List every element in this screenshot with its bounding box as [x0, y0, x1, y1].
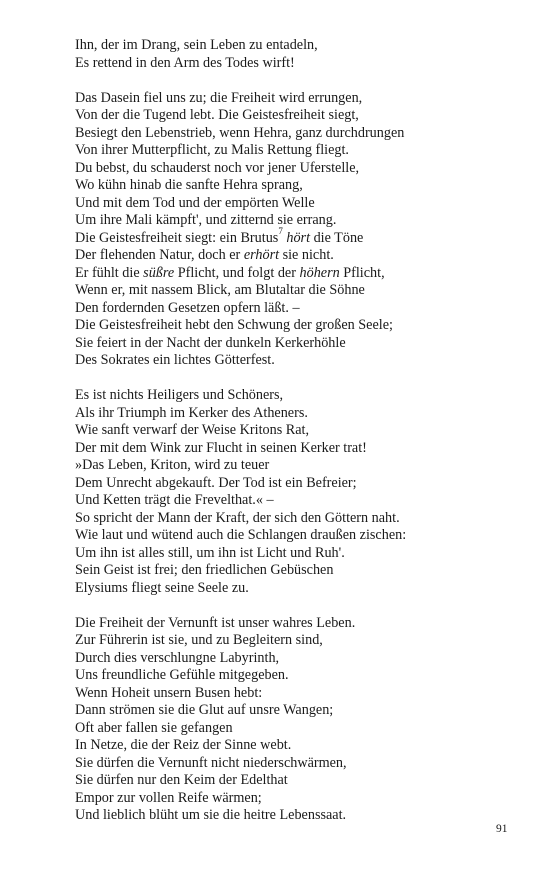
line-segment: Sie dürfen die Vernunft nicht niederschwärmen,: [75, 754, 347, 771]
line-segment: Elysiums fliegt seine Seele zu.: [75, 579, 249, 596]
poem-line: [75, 527, 515, 545]
italic-emphasis: hört: [286, 229, 311, 246]
italic-emphasis: süßre: [143, 264, 175, 281]
line-segment: Durch dies verschlungne Labyrinth,: [75, 649, 280, 666]
line-segment: Ihn, der im Drang, sein Leben zu entadeln,: [75, 37, 318, 53]
line-segment: Er fühlt die: [75, 264, 144, 281]
poem-line: [75, 352, 515, 370]
line-segment: Die Geistesfreiheit hebt den Schwung der großen Seele;: [75, 317, 393, 333]
line-segment: In Netze, die der Reiz der Sinne webt.: [75, 737, 292, 753]
line-segment: Um ihre Mali kämpft', und zitternd sie errang.: [75, 212, 337, 228]
line-segment: Sie feiert in der Nacht der dunkeln Kerkerhöhle: [75, 334, 346, 351]
italic-emphasis: höhern: [299, 264, 340, 281]
poem-line: [75, 685, 515, 703]
poem-line: [75, 265, 515, 283]
line-segment: Es ist nichts Heiligers und Schöners,: [75, 387, 284, 403]
line-segment: Das Dasein fiel uns zu; die Freiheit wird errungen,: [75, 89, 363, 106]
poem-line: [75, 37, 515, 55]
poem-line: [75, 790, 515, 808]
line-segment: Dann strömen sie die Glut auf unsre Wangen;: [75, 702, 334, 718]
poem-line: [75, 632, 515, 650]
poem-line: [75, 422, 515, 440]
line-segment: Wenn er, mit nassem Blick, am Blutaltar die Söhne: [75, 282, 365, 298]
line-segment: Um ihn ist alles still, um ihn ist Licht und Ruh'.: [75, 544, 345, 561]
poem-line: [75, 177, 515, 195]
line-segment: Wie laut und wütend auch die Schlangen draußen zischen:: [75, 527, 407, 543]
poem-line: [75, 142, 515, 160]
line-segment: Es rettend in den Arm des Todes wirft!: [75, 54, 295, 71]
poem-line: [75, 317, 515, 335]
poem-line: [75, 405, 515, 423]
italic-emphasis: erhört: [243, 247, 280, 263]
line-segment: So spricht der Mann der Kraft, der sich den Göttern naht.: [75, 509, 400, 526]
poem-line: [75, 702, 515, 720]
poem-line: [75, 247, 515, 265]
stanza: [75, 615, 515, 825]
line-segment: Als ihr Triumph im Kerker des Atheners.: [75, 404, 308, 421]
line-segment: Uns freundliche Gefühle mitgegeben.: [75, 667, 289, 683]
line-segment: Und lieblich blüht um sie die heitre Lebenssaat.: [75, 807, 347, 823]
footnote-marker: 7: [278, 225, 283, 236]
poem-line: [75, 807, 515, 825]
line-segment: Besiegt den Lebenstrieb, wenn Hehra, ganz durchdrungen: [75, 124, 405, 141]
line-segment: Zur Führerin ist sie, und zu Begleitern sind,: [75, 632, 323, 648]
poem-line: [75, 667, 515, 685]
line-segment: Sein Geist ist frei; den friedlichen Gebüschen: [75, 562, 334, 578]
poem-line: [75, 737, 515, 755]
poem-line: [75, 457, 515, 475]
poem-line: [75, 615, 515, 633]
page-number: 91: [496, 823, 508, 835]
poem-line: [75, 545, 515, 563]
line-segment: die Töne: [310, 229, 364, 246]
line-segment: Von ihrer Mutterpflicht, zu Malis Rettung fliegt.: [75, 142, 349, 158]
line-segment: Die Geistesfreiheit siegt: ein Brutus: [75, 229, 279, 246]
poem-line: [75, 562, 515, 580]
line-segment: Pflicht,: [339, 264, 385, 281]
line-segment: Der flehenden Natur, doch er: [75, 247, 244, 263]
poem-line: [75, 440, 515, 458]
line-segment: Und Ketten trägt die Frevelthat.« –: [75, 492, 274, 508]
line-segment: Den fordernden Gesetzen opfern läßt. –: [75, 299, 300, 316]
line-segment: Empor zur vollen Reife wärmen;: [75, 789, 262, 806]
line-segment: »Das Leben, Kriton, wird zu teuer: [75, 457, 270, 473]
poem-line: [75, 300, 515, 318]
line-segment: Und mit dem Tod und der empörten Welle: [75, 194, 315, 211]
poem-line: [75, 475, 515, 493]
stanza: [75, 387, 515, 597]
poem-text: [75, 37, 515, 842]
poem-line: [75, 755, 515, 773]
poem-line: [75, 510, 515, 528]
poem-line: [75, 650, 515, 668]
line-segment: Oft aber fallen sie gefangen: [75, 719, 233, 736]
line-segment: Von der die Tugend lebt. Die Geistesfreiheit siegt,: [75, 107, 359, 123]
poem-line: [75, 160, 515, 178]
poem-line: [75, 212, 515, 230]
line-segment: sie nicht.: [279, 247, 334, 263]
poem-line: [75, 335, 515, 353]
line-segment: Die Freiheit der Vernunft ist unser wahres Leben.: [75, 614, 356, 631]
poem-line: [75, 772, 515, 790]
poem-line: [75, 90, 515, 108]
line-segment: Wenn Hoheit unsern Busen hebt:: [75, 684, 263, 701]
line-segment: Des Sokrates ein lichtes Götterfest.: [75, 352, 275, 368]
poem-line: [75, 107, 515, 125]
stanza: [75, 90, 515, 370]
poem-line: [75, 387, 515, 405]
poem-line: [75, 720, 515, 738]
line-segment: Du bebst, du schauderst noch vor jener Uferstelle,: [75, 159, 360, 176]
line-segment: Sie dürfen nur den Keim der Edelthat: [75, 772, 288, 788]
poem-line: [75, 282, 515, 300]
line-segment: Pflicht, und folgt der: [174, 264, 300, 281]
line-segment: Wie sanft verwarf der Weise Kritons Rat,: [75, 422, 310, 438]
line-segment: Dem Unrecht abgekauft. Der Tod ist ein Befreier;: [75, 474, 357, 491]
line-segment: Der mit dem Wink zur Flucht in seinen Kerker trat!: [75, 439, 367, 456]
stanza: [75, 37, 515, 72]
poem-line: [75, 195, 515, 213]
poem-line: [75, 492, 515, 510]
line-segment: Wo kühn hinab die sanfte Hehra sprang,: [75, 177, 303, 193]
poem-line: [75, 580, 515, 598]
poem-line: [75, 55, 515, 73]
poem-line: [75, 125, 515, 143]
poem-line: [75, 225, 515, 248]
